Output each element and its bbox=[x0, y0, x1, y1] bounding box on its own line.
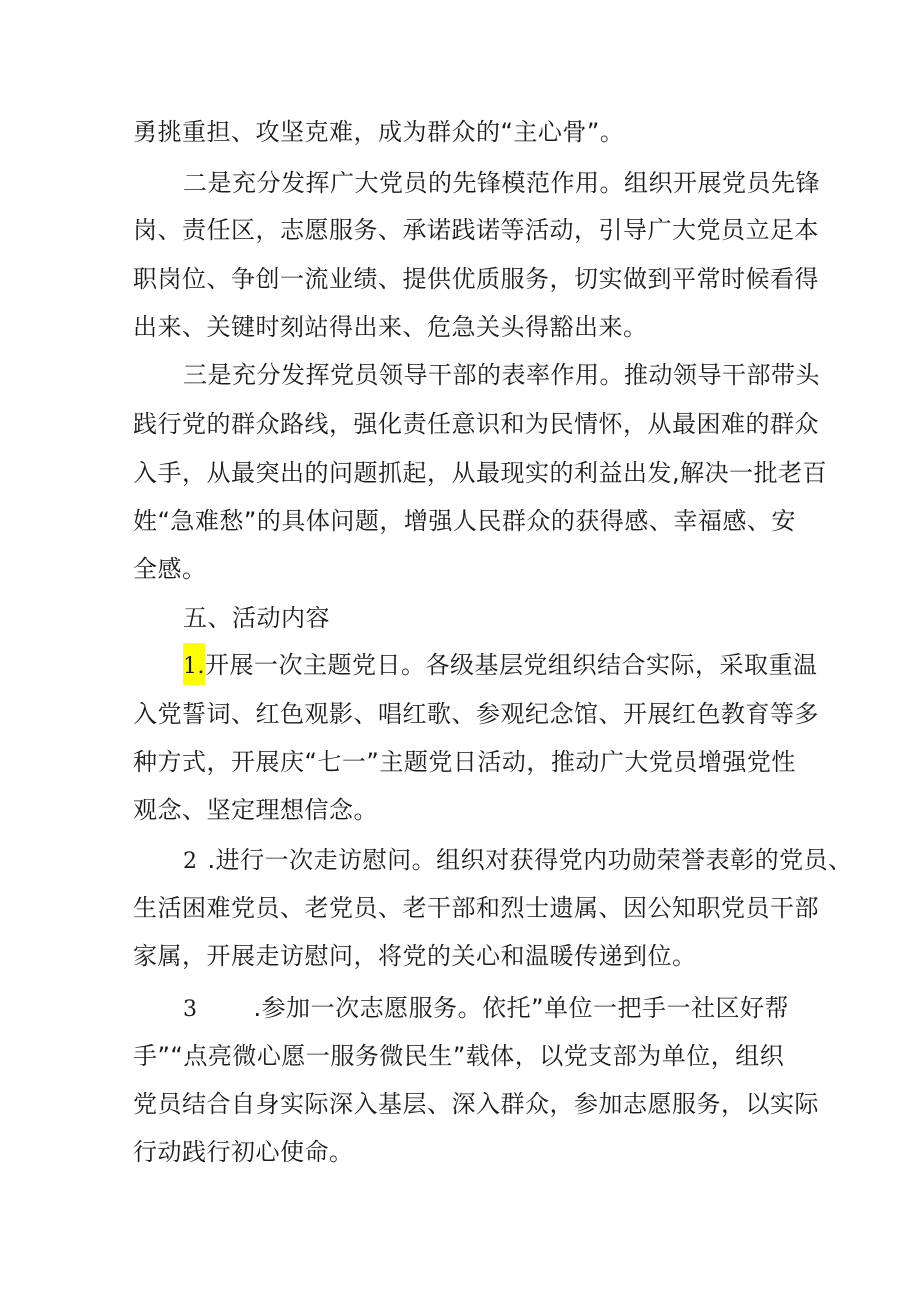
text-line bbox=[0, 1080, 920, 1128]
line-text: 入手，从最突出的问题抓起，从最现实的利益出发,解决一批老百 bbox=[133, 459, 828, 487]
section-heading-text: 五、活动内容 bbox=[183, 604, 330, 632]
line-text: 践行党的群众路线，强化责任意识和为民情怀，从最困难的群众 bbox=[133, 410, 819, 438]
line-text: 职岗位、争创一流业绩、提供优质服务，切实做到平常时候看得 bbox=[133, 265, 819, 293]
text-line bbox=[0, 303, 920, 351]
line-text: 出来、关键时刻站得出来、危急关头得豁出来。 bbox=[133, 313, 648, 341]
line-text: 生活困难党员、老党员、老干部和烈士遗属、因公知职党员干部 bbox=[133, 894, 819, 922]
line-text: 二是充分发挥广大党员的先锋模范作用。组织开展党员先锋 bbox=[183, 169, 820, 197]
text-line bbox=[0, 932, 920, 980]
text-line bbox=[0, 400, 920, 448]
paragraph-3-first-line bbox=[0, 351, 920, 399]
line-text: .参加一次志愿服务。依托”单位一把手一社区好帮 bbox=[253, 994, 790, 1022]
line-text: 岗、责任区，志愿服务、承诺践诺等活动，引导广大党员立足本 bbox=[133, 216, 819, 244]
item-1-first-line bbox=[0, 641, 920, 689]
line-text: 观念、坚定理想信念。 bbox=[133, 796, 378, 824]
text-line bbox=[0, 1128, 920, 1176]
item-2-first-line bbox=[0, 836, 920, 884]
line-text: 勇挑重担、攻坚克难，成为群众的“主心骨”。 bbox=[133, 118, 625, 146]
text-line bbox=[0, 497, 920, 545]
text-line bbox=[0, 786, 920, 834]
line-text: 入党誓词、红色观影、唱红歌、参观纪念馆、开展红色教育等多 bbox=[133, 700, 819, 728]
item-3-first-line bbox=[0, 984, 920, 1032]
line-text: 种方式，开展庆“七一”主题党日活动，推动广大党员增强党性 bbox=[133, 748, 796, 776]
text-line bbox=[0, 255, 920, 303]
item-2-number: 2 bbox=[183, 849, 198, 874]
text-line bbox=[0, 206, 920, 254]
line-text: 开展一次主题党日。各级基层党组织结合实际，采取重温 bbox=[205, 651, 818, 679]
item-3-number: 3 bbox=[183, 997, 198, 1022]
line-text: 手”“点亮微心愿一服务微民生”载体，以党支部为单位，组织 bbox=[133, 1042, 785, 1070]
line-text: .进行一次走访慰问。组织对获得党内功勋荣誉表彰的党员、 bbox=[207, 846, 853, 874]
line-text: 家属，开展走访慰问，将党的关心和温暖传递到位。 bbox=[133, 942, 697, 970]
text-line bbox=[0, 1032, 920, 1080]
line-text: 三是充分发挥党员领导干部的表率作用。推动领导干部带头 bbox=[183, 361, 820, 389]
item-1-number-highlight: 1. bbox=[183, 643, 205, 685]
paragraph-2-first-line bbox=[0, 159, 920, 207]
text-line bbox=[0, 690, 920, 738]
text-line bbox=[0, 738, 920, 786]
line-text: 党员结合自身实际深入基层、深入群众，参加志愿服务，以实际 bbox=[133, 1090, 819, 1118]
line-text: 姓“急难愁”的具体问题，增强人民群众的获得感、幸福感、安 bbox=[133, 507, 796, 535]
section-heading bbox=[0, 594, 920, 642]
line-text: 行动践行初心使命。 bbox=[133, 1138, 354, 1166]
text-line bbox=[0, 884, 920, 932]
text-line bbox=[0, 545, 920, 593]
text-line bbox=[0, 108, 920, 156]
line-text: 全感。 bbox=[133, 555, 207, 583]
text-line bbox=[0, 449, 920, 497]
